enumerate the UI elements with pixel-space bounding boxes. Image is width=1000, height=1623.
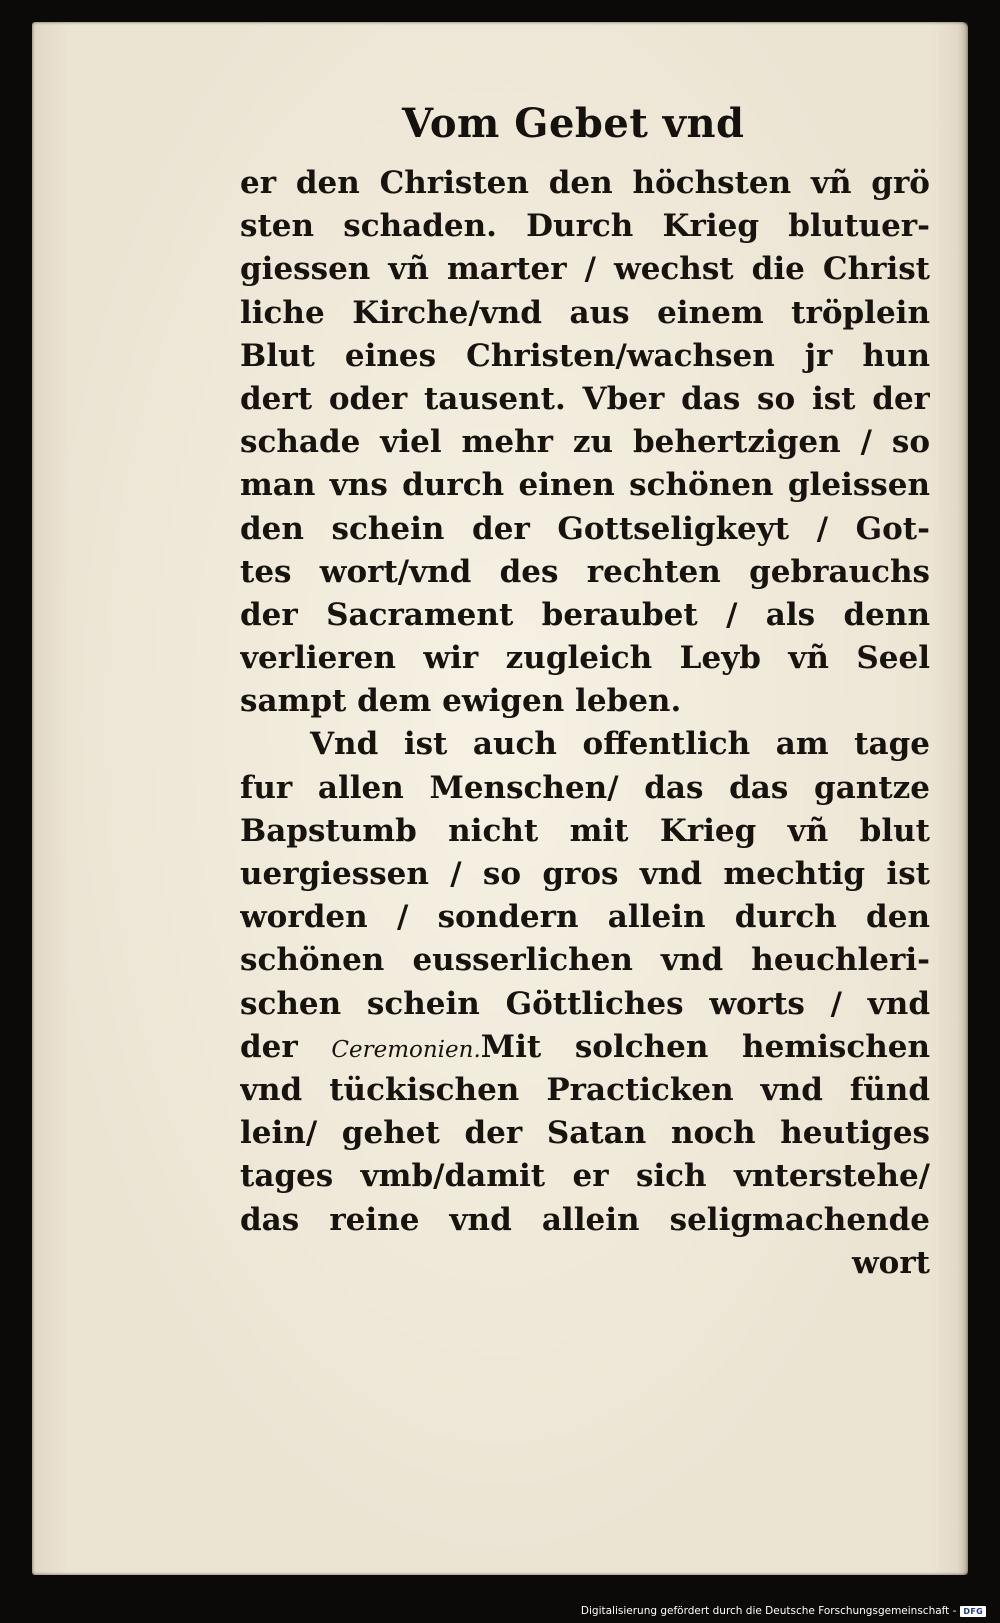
text-line: schen schein Göttliches worts / vnd xyxy=(240,985,930,1022)
text-fragment: der xyxy=(240,1028,298,1065)
page-edge-shadow xyxy=(958,22,968,1575)
text-line: er den Christen den höchsten vñ grö xyxy=(240,165,930,201)
text-line: tages vmb/damit er sich vnterstehe/ xyxy=(240,1158,930,1195)
text-line: liche Kirche/vnd aus einem tröplein xyxy=(240,294,930,331)
text-line: den schein der Gottseligkeyt / Got- xyxy=(240,510,930,547)
text-line: das reine vnd allein seligmachende xyxy=(240,1201,930,1238)
text-line: lein/ gehet der Satan noch heutiges xyxy=(240,1115,930,1152)
book-page xyxy=(32,22,968,1575)
text-line: schönen eusserlichen vnd heuchleri- xyxy=(240,942,930,979)
text-line: fur allen Menschen/ das das gantze xyxy=(240,769,930,806)
text-line: giessen vñ marter / wechst die Christ xyxy=(240,251,930,288)
text-line: sten schaden. Durch Krieg blutuer- xyxy=(240,208,930,245)
text-line: worden / sondern allein durch den xyxy=(240,899,930,936)
text-line: dert oder tausent. Vber das so ist der xyxy=(240,380,930,417)
text-line: der Sacrament beraubet / als denn xyxy=(240,596,930,633)
digitization-credit xyxy=(581,1605,986,1617)
text-fragment: Mit solchen hemischen xyxy=(480,1028,930,1065)
roman-type-word: Ceremonien. xyxy=(331,1036,481,1063)
text-line: schade viel mehr zu behertzigen / so xyxy=(240,424,930,461)
text-line-mixed xyxy=(240,1026,930,1069)
text-line: uergiessen / so gros vnd mechtig ist xyxy=(240,856,930,892)
text-line: Bapstumb nicht mit Krieg vñ blut xyxy=(240,812,930,849)
text-line: tes wort/vnd des rechten gebrauchs xyxy=(240,553,930,590)
paragraph-start-line: Vnd ist auch offentlich am tage xyxy=(310,726,930,763)
dfg-logo: DFG xyxy=(960,1606,986,1617)
text-line: man vns durch einen schönen gleissen xyxy=(240,467,930,504)
text-line: sampt dem ewigen leben. xyxy=(240,683,682,720)
catchword: wort xyxy=(851,1244,930,1281)
text-line: Blut eines Christen/wachsen jr hun xyxy=(240,337,930,374)
running-head: Vom Gebet vnd xyxy=(402,100,745,147)
text-block xyxy=(240,162,930,1285)
text-line: vnd tückischen Practicken vnd fünd xyxy=(240,1071,930,1108)
credit-text: Digitalisierung gefördert durch die Deutsche Forschungsgemeinschaft - xyxy=(580,1605,957,1617)
text-line: verlieren wir zugleich Leyb vñ Seel xyxy=(240,640,930,677)
